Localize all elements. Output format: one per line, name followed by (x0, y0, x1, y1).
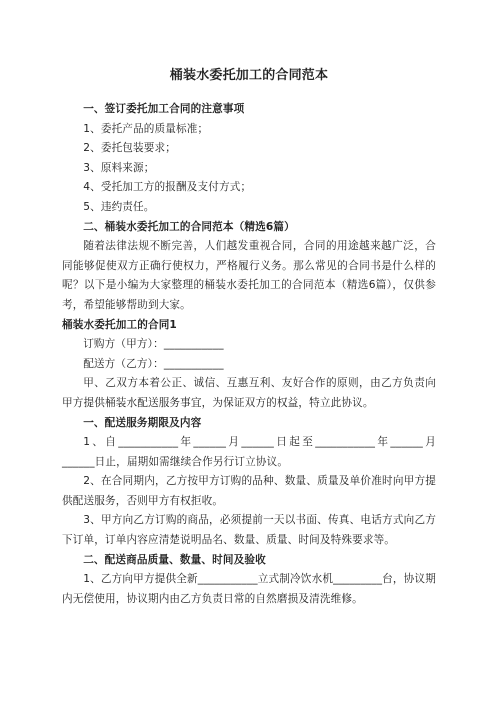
body-paragraph: 1、自___________年______月______日起至___________年______月______日止，届期如需继续合作另行订立协议。 (62, 436, 436, 468)
body-paragraph: 甲、乙双方本着公正、诚信、互惠互利、友好合作的原则，由乙方负责向甲方提供桶装水配送服务事宜，为保证双方的权益，特立此协议。 (62, 377, 436, 409)
section-heading: 二、桶装水委托加工的合同范本（精选6篇） (83, 220, 295, 233)
body-paragraph: 1、委托产品的质量标准； (83, 122, 209, 135)
body-paragraph: 订购方（甲方）：___________ (83, 338, 224, 351)
body-paragraph: 2、委托包装要求； (83, 142, 177, 155)
body-paragraph: 配送方（乙方）：___________ (83, 357, 224, 370)
body-paragraph: 5、违约责任。 (83, 200, 155, 213)
document-body (62, 100, 436, 609)
body-paragraph: 4、受托加工方的报酬及支付方式； (83, 181, 252, 194)
body-paragraph: 3、原料来源； (83, 161, 155, 174)
section-heading: 二、配送商品质量、数量、时间及验收 (83, 553, 266, 566)
section-heading: 桶装水委托加工的合同1 (62, 318, 177, 331)
section-heading: 一、签订委托加工合同的注意事项 (83, 103, 245, 115)
body-paragraph: 随着法律法规不断完善，人们越发重视合同，合同的用途越来越广泛，合同能够促使双方正确行使权力，严格履行义务。那么常见的合同书是什么样的呢？以下是小编为大家整理的桶装水委托加工的合同范本（精选6篇），仅供参考，希望能够帮助到大家。 (62, 240, 436, 311)
section-heading: 一、配送服务期限及内容 (83, 416, 202, 429)
body-paragraph: 3、甲方向乙方订购的商品，必须提前一天以书面、传真、电话方式向乙方下订单，订单内容应清楚说明品名、数量、质量、时间及特殊要求等。 (62, 514, 436, 547)
body-paragraph: 2、在合同期内，乙方按甲方订购的品种、数量、质量及单价准时向甲方提供配送服务，否则甲方有权拒收。 (62, 475, 436, 507)
document-title: 桶装水委托加工的合同范本 (169, 68, 329, 83)
body-paragraph: 1、乙方向甲方提供全新___________立式制冷饮水机_________台，协议期内无偿使用，协议期内由乙方负责日常的自然磨损及清洗维修。 (62, 573, 436, 605)
